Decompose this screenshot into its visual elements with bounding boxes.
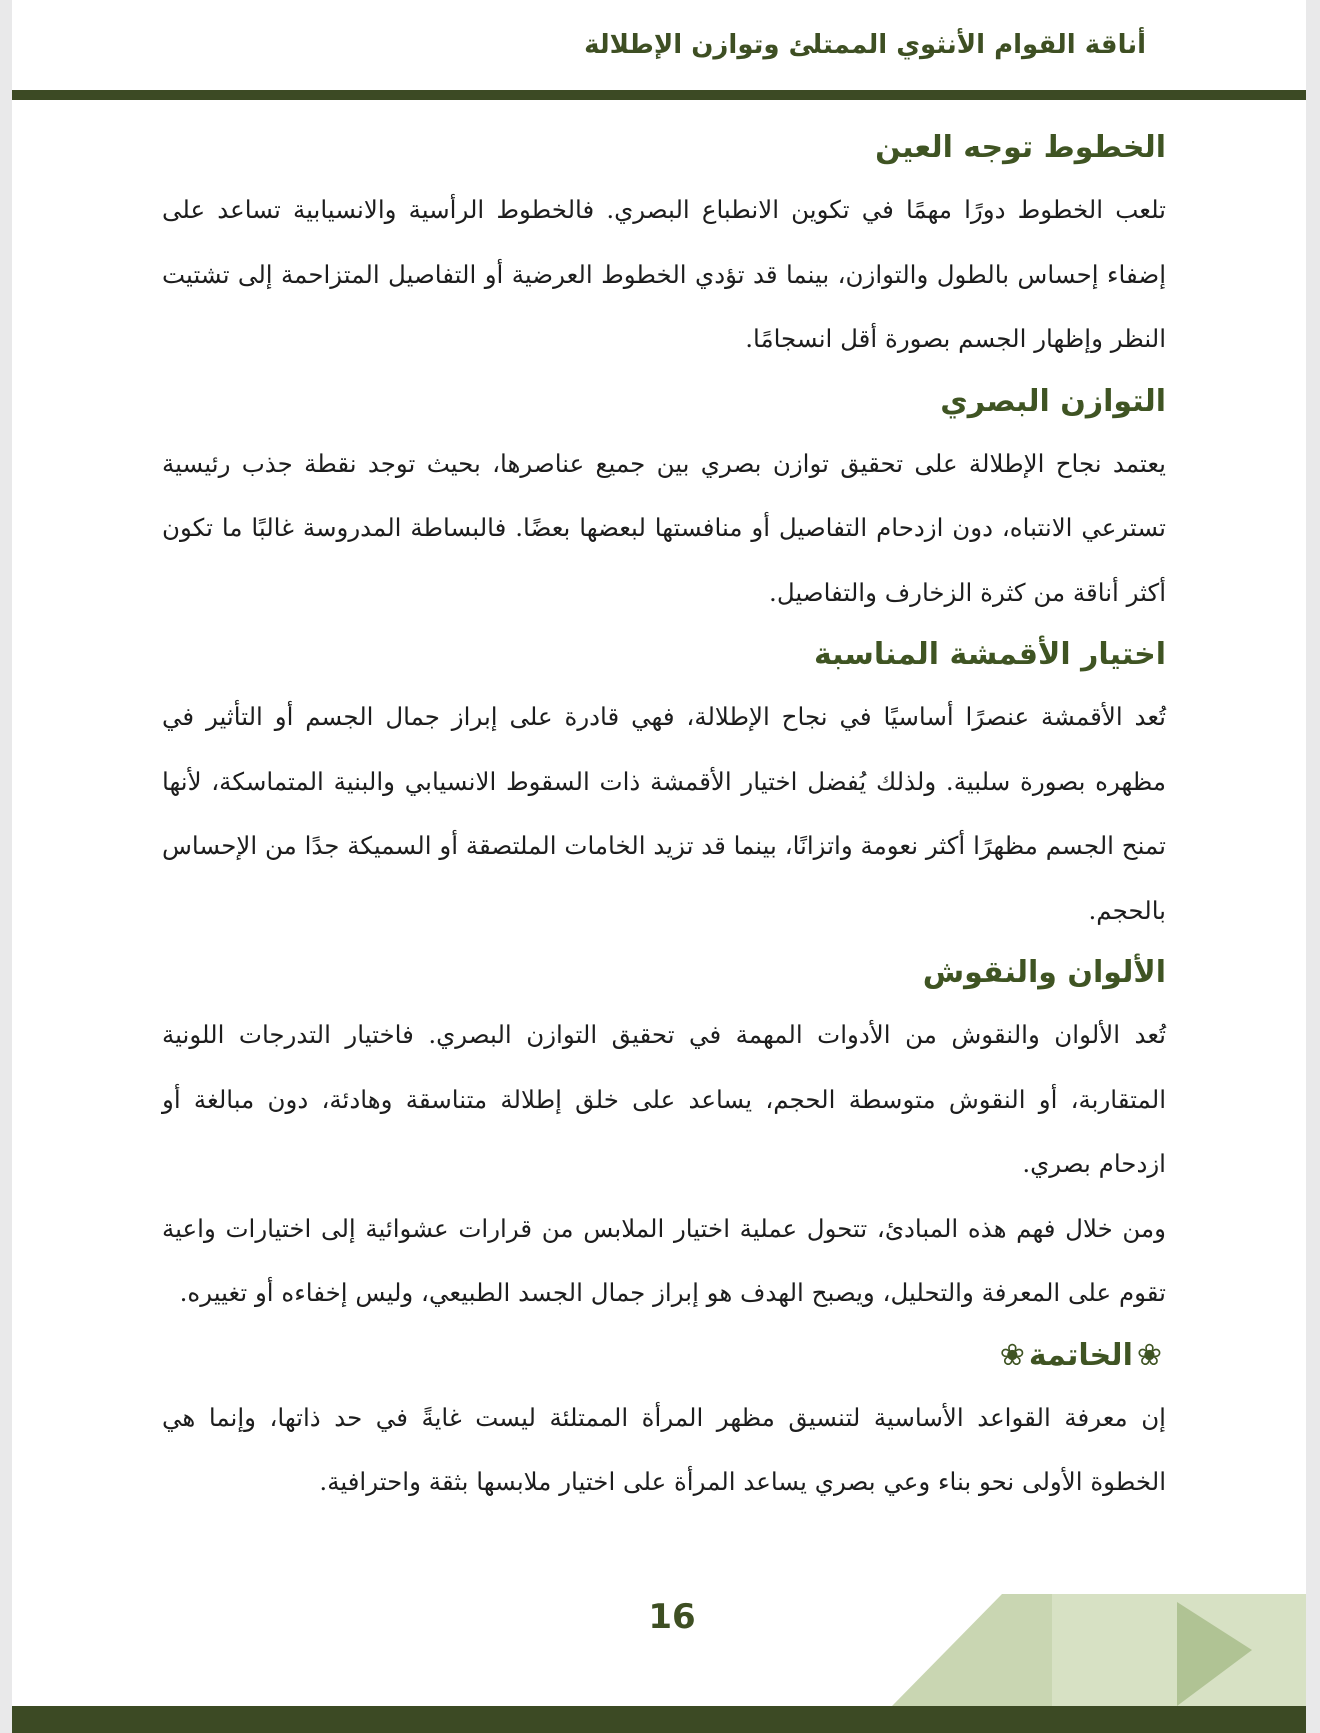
page-body: [162, 118, 1166, 1515]
page-number: 16: [648, 1597, 696, 1637]
paragraph-principles: ومن خلال فهم هذه المبادئ، تتحول عملية اختيار الملابس من قرارات عشوائية إلى اختيارات واعية تقوم على المعرفة والتحليل، ويصبح الهدف هو إبراز جمال الجسد الطبيعي، وليس إخفاءه أو تغييره.: [162, 1213, 1166, 1307]
paragraph-conclusion: إن معرفة القواعد الأساسية لتنسيق مظهر المرأة الممتلئة ليست غايةً في حد ذاتها، وإنما هي الخطوة الأولى نحو بناء وعي بصري يساعد المرأة على اختيار ملابسها بثقة واحترافية.: [162, 1402, 1166, 1496]
paragraph-fabrics: تُعد الأقمشة عنصرًا أساسيًا في نجاح الإطلالة، فهي قادرة على إبراز جمال الجسم أو التأثير في مظهره بصورة سلبية. ولذلك يُفضل اختيار الأقمشة ذات السقوط الانسيابي والبنية المتماسكة، لأنها تمنح الجسم مظهرًا أكثر نعومة واتزانًا، بينما قد تزيد الخامات الملتصقة أو السميكة جدًا من الإحساس بالحجم.: [162, 702, 1166, 925]
section-heading-visual-balance: التوازن البصري: [940, 383, 1166, 419]
section-heading-conclusion: [162, 1326, 1166, 1386]
section-heading-colors-patterns: الألوان والنقوش: [922, 955, 1166, 990]
conclusion-heading-text: الخاتمة: [1028, 1337, 1133, 1373]
document-page: [12, 0, 1306, 1733]
flower-ornament-icon: ❀: [999, 1337, 1025, 1373]
section-heading-lines: الخطوط توجه العين: [875, 130, 1166, 165]
running-header-title: أناقة القوام الأنثوي الممتلئ وتوازن الإطلالة: [584, 30, 1146, 60]
footer-band: [12, 1706, 1306, 1733]
corner-decoration: [892, 1594, 1306, 1706]
paragraph-visual-balance: يعتمد نجاح الإطلالة على تحقيق توازن بصري بين جميع عناصرها، بحيث توجد نقطة جذب رئيسية تسترعي الانتباه، دون ازدحام التفاصيل أو منافستها لبعضها بعضًا. فالبساطة المدروسة غالبًا ما تكون أكثر أناقة من كثرة الزخارف والتفاصيل.: [162, 448, 1166, 607]
section-heading-fabrics: اختيار الأقمشة المناسبة: [813, 637, 1166, 672]
paragraph-colors-patterns: تُعد الألوان والنقوش من الأدوات المهمة في تحقيق التوازن البصري. فاختيار التدرجات اللونية المتقاربة، أو النقوش متوسطة الحجم، يساعد على خلق إطلالة متناسقة وهادئة، دون مبالغة أو ازدحام بصري.: [162, 1020, 1166, 1178]
paragraph-lines: تلعب الخطوط دورًا مهمًا في تكوين الانطباع البصري. فالخطوط الرأسية والانسيابية تساعد على إضفاء إحساس بالطول والتوازن، بينما قد تؤدي الخطوط العرضية أو التفاصيل المتزاحمة إلى تشتيت النظر وإظهار الجسم بصورة أقل انسجامًا.: [162, 195, 1166, 353]
flower-ornament-icon: ❀: [1136, 1337, 1162, 1373]
header-divider: [12, 90, 1306, 100]
